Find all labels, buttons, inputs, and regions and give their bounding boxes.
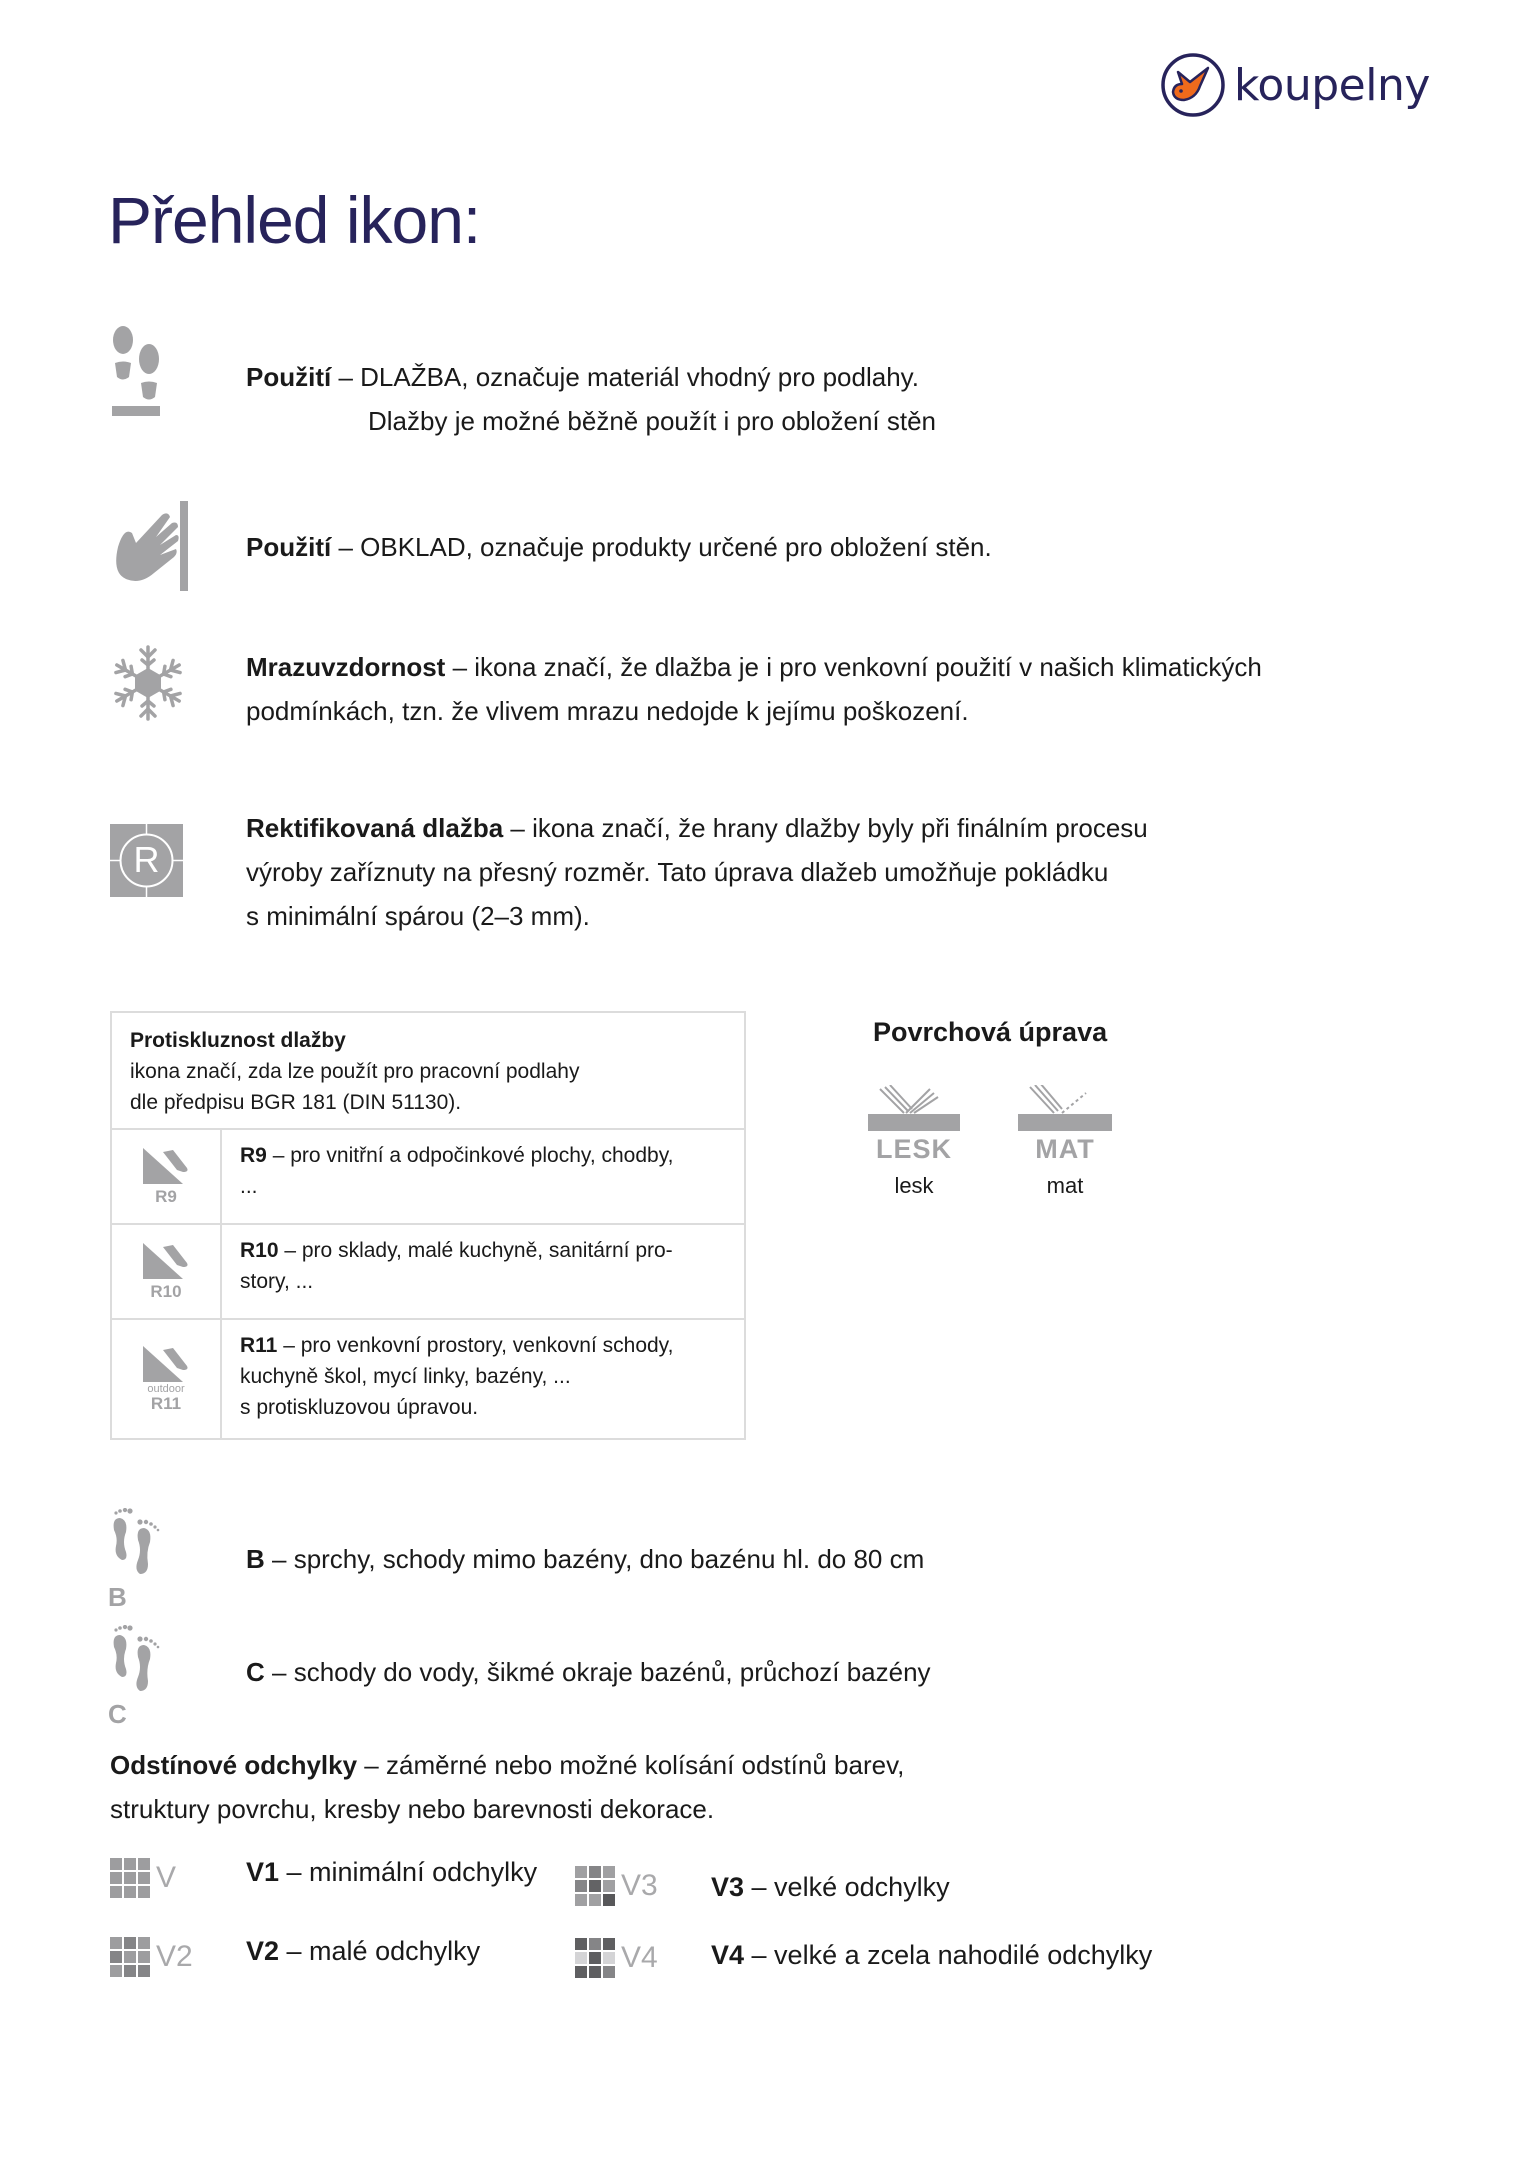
- r11-label: R11: [150, 1393, 182, 1413]
- r10-line1: – pro sklady, malé kuchyně, sanitární pro-: [278, 1239, 673, 1262]
- shade-grid-cell: [603, 1952, 615, 1964]
- slip-row-r10: [112, 1225, 744, 1320]
- barefoot-b-icon: [108, 1508, 164, 1612]
- r11-code: R11: [240, 1334, 278, 1357]
- shade-grid-cell: [589, 1880, 601, 1892]
- r10-line2: story, ...: [240, 1270, 314, 1293]
- barefoot-c-letter: C: [108, 1699, 127, 1729]
- r10-text: [222, 1225, 744, 1318]
- r10-label: R10: [150, 1281, 182, 1301]
- frost-desc: – ikona značí, že dlažba je i pro venkovní použití v našich klimatických: [445, 652, 1262, 682]
- hand-wall-icon: [110, 497, 194, 593]
- shade-grid-icon: [575, 1866, 615, 1906]
- usage-floor-desc: – DLAŽBA, označuje materiál vhodný pro podlahy.: [331, 362, 919, 392]
- shade-grid-cell: [124, 1937, 136, 1949]
- surface-matte: [1018, 1085, 1112, 1199]
- barefoot-icon: [108, 1625, 164, 1697]
- r11-line3: s protiskluzovou úpravou.: [240, 1396, 479, 1419]
- barefoot-c-text: [246, 1650, 931, 1694]
- brand-name: koupelny: [1234, 59, 1430, 111]
- gloss-reflection-icon: [868, 1085, 960, 1131]
- slip-icon-cell: [112, 1130, 222, 1223]
- rectified-letter: R: [133, 839, 160, 880]
- barefoot-c-desc: – schody do vody, šikmé okraje bazénů, průchozí bazény: [264, 1657, 931, 1687]
- barefoot-icon: [108, 1508, 164, 1580]
- r11-line2: kuchyně škol, mycí linky, bazény, ...: [240, 1365, 571, 1388]
- v3-desc: – velké odchylky: [744, 1872, 950, 1902]
- usage-wall-desc: – OBKLAD, označuje produkty určené pro obložení stěn.: [331, 532, 992, 562]
- shade-grid-cell: [124, 1858, 136, 1870]
- snowflake-icon: [108, 643, 188, 723]
- shade-grid-cell: [603, 1894, 615, 1906]
- matte-icon-word: MAT: [1035, 1134, 1095, 1164]
- shade-grid-cell: [589, 1952, 601, 1964]
- footprints-floor-icon: [110, 325, 166, 417]
- matte-caption: mat: [1046, 1173, 1084, 1198]
- page-title: Přehled ikon:: [108, 183, 481, 257]
- frost-text: [246, 645, 1262, 733]
- shade-grid-cell: [575, 1938, 587, 1950]
- shade-grid-icon: [110, 1858, 150, 1898]
- usage-wall-text: [246, 525, 992, 569]
- shade-grid-cell: [589, 1966, 601, 1978]
- barefoot-b-code: B: [246, 1544, 265, 1574]
- v3-code: V3: [711, 1872, 745, 1902]
- r9-line1: – pro vnitřní a odpočinkové plochy, chodby,: [266, 1144, 674, 1167]
- gloss-caption: lesk: [894, 1173, 934, 1198]
- r9-text: [222, 1130, 744, 1223]
- shade-grid-cell: [603, 1938, 615, 1950]
- barefoot-b-letter: B: [108, 1582, 127, 1612]
- matte-reflection-icon: [1018, 1085, 1112, 1131]
- slip-table-subtitle-2: dle předpisu BGR 181 (DIN 51130).: [130, 1091, 462, 1114]
- slip-table-header: [112, 1013, 744, 1130]
- barefoot-c-icon: [108, 1625, 164, 1729]
- barefoot-b-desc: – sprchy, schody mimo bazény, dno bazénu hl. do 80 cm: [264, 1544, 925, 1574]
- r11-line1: – pro venkovní prostory, venkovní schody,: [277, 1334, 674, 1357]
- v4-desc: – velké a zcela nahodilé odchylky: [744, 1940, 1153, 1970]
- shade-grid-cell: [138, 1858, 150, 1870]
- shade-grid-cell: [110, 1951, 122, 1963]
- v2-icon: [110, 1937, 193, 1977]
- slip-icon-cell: [112, 1320, 222, 1438]
- rectified-r-icon: [110, 824, 183, 897]
- usage-wall-term: Použití: [246, 532, 332, 562]
- rectified-desc: – ikona značí, že hrany dlažby byly při finálním procesu: [503, 813, 1148, 843]
- surface-gloss: [868, 1085, 960, 1199]
- v3-icon: [575, 1866, 658, 1906]
- usage-floor-text: [246, 355, 936, 443]
- v2-text: [246, 1936, 480, 1967]
- shade-grid-cell: [110, 1872, 122, 1884]
- shade-desc2: struktury povrchu, kresby nebo barevnosti dekorace.: [110, 1794, 715, 1824]
- outdoor-label: outdoor: [147, 1382, 185, 1395]
- shade-grid-cell: [589, 1938, 601, 1950]
- r11-text: [222, 1320, 744, 1438]
- v3-icon-label: V3: [621, 1869, 658, 1902]
- slip-table-subtitle-1: ikona značí, zda lze použít pro pracovní podlahy: [130, 1060, 580, 1083]
- rectified-text: [246, 806, 1148, 938]
- shade-grid-cell: [575, 1894, 587, 1906]
- v2-icon-label: V2: [156, 1940, 193, 1973]
- r9-label: R9: [155, 1186, 177, 1206]
- v1-icon-label: V: [156, 1861, 177, 1894]
- shade-grid-cell: [138, 1951, 150, 1963]
- shade-grid-cell: [124, 1886, 136, 1898]
- v3-text: [711, 1872, 950, 1903]
- v4-icon-label: V4: [621, 1941, 658, 1974]
- shade-grid-cell: [603, 1866, 615, 1878]
- v4-text: [711, 1940, 1152, 1971]
- shade-grid-cell: [575, 1866, 587, 1878]
- usage-floor-desc2: Dlažby je možné běžně použít i pro obložení stěn: [368, 406, 937, 436]
- rectified-term: Rektifikovaná dlažba: [246, 813, 504, 843]
- rectified-desc2: výroby zaříznuty na přesný rozměr. Tato úprava dlažeb umožňuje pokládku: [246, 857, 1109, 887]
- shade-grid-cell: [575, 1880, 587, 1892]
- usage-floor-term: Použití: [246, 362, 332, 392]
- shade-term: Odstínové odchylky: [110, 1750, 358, 1780]
- shade-grid-cell: [575, 1952, 587, 1964]
- r10-code: R10: [240, 1239, 279, 1262]
- r9-code: R9: [240, 1144, 267, 1167]
- shade-grid-cell: [603, 1880, 615, 1892]
- v2-code: V2: [246, 1936, 280, 1966]
- v1-code: V1: [246, 1857, 280, 1887]
- v4-icon: [575, 1938, 658, 1978]
- rectified-desc3: s minimální spárou (2–3 mm).: [246, 901, 590, 931]
- slip-resistance-table: [110, 1011, 746, 1440]
- shade-grid-cell: [124, 1965, 136, 1977]
- barefoot-c-code: C: [246, 1657, 265, 1687]
- shade-grid-cell: [138, 1965, 150, 1977]
- shade-desc: – záměrné nebo možné kolísání odstínů barev,: [357, 1750, 905, 1780]
- shade-grid-cell: [589, 1866, 601, 1878]
- slip-icon-cell: [112, 1225, 222, 1318]
- koupelny-logo: [1160, 52, 1430, 118]
- bird-logo-icon: [1160, 52, 1226, 118]
- v4-code: V4: [711, 1940, 745, 1970]
- shade-text: [110, 1743, 904, 1831]
- shade-grid-cell: [124, 1872, 136, 1884]
- slip-row-r9: [112, 1130, 744, 1225]
- r9-line2: ...: [240, 1175, 258, 1198]
- surface-title: Povrchová úprava: [873, 1017, 1108, 1047]
- shade-grid-cell: [603, 1966, 615, 1978]
- shade-grid-cell: [138, 1937, 150, 1949]
- v2-desc: – malé odchylky: [279, 1936, 481, 1966]
- slip-row-r11: [112, 1320, 744, 1438]
- shade-grid-cell: [138, 1872, 150, 1884]
- shade-grid-cell: [110, 1937, 122, 1949]
- frost-term: Mrazuvzdornost: [246, 652, 446, 682]
- shade-grid-cell: [110, 1965, 122, 1977]
- shade-grid-cell: [110, 1858, 122, 1870]
- slip-table-title: Protiskluznost dlažby: [130, 1029, 346, 1052]
- shoe-slope-icon: [143, 1243, 189, 1279]
- shoe-slope-icon: [143, 1148, 189, 1184]
- shade-grid-icon: [110, 1937, 150, 1977]
- barefoot-b-text: [246, 1537, 924, 1581]
- shade-grid-icon: [575, 1938, 615, 1978]
- shade-grid-cell: [124, 1951, 136, 1963]
- shoe-slope-icon: [143, 1346, 189, 1382]
- v1-icon: [110, 1858, 176, 1898]
- shade-grid-cell: [110, 1886, 122, 1898]
- shade-grid-cell: [589, 1894, 601, 1906]
- gloss-icon-word: LESK: [875, 1134, 952, 1164]
- frost-desc2: podmínkách, tzn. že vlivem mrazu nedojde k jejímu poškození.: [246, 696, 969, 726]
- shade-grid-cell: [138, 1886, 150, 1898]
- v1-desc: – minimální odchylky: [279, 1857, 538, 1887]
- shade-grid-cell: [575, 1966, 587, 1978]
- v1-text: [246, 1857, 537, 1888]
